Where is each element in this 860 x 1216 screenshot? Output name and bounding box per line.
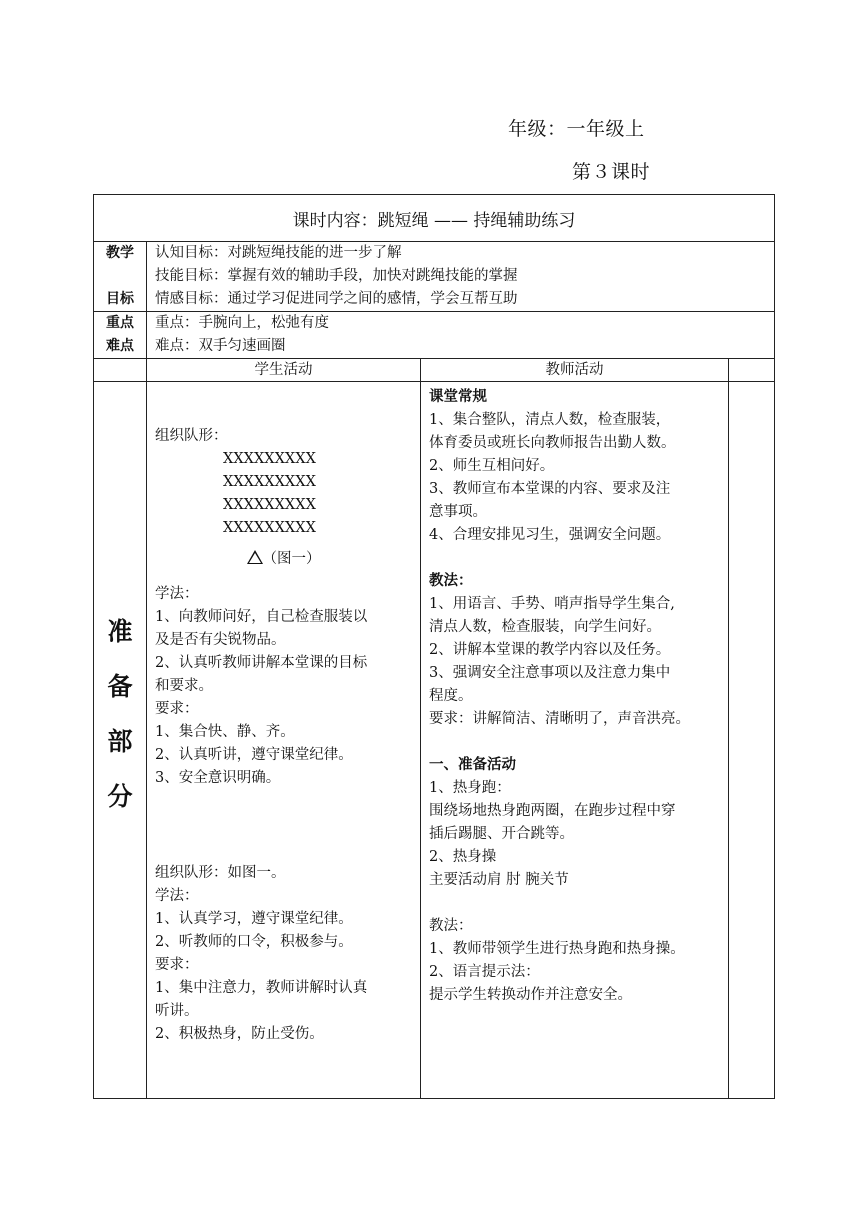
column-header-teacher: 教师活动: [421, 359, 729, 382]
teacher-line: 围绕场地热身跑两圈，在跑步过程中穿: [429, 803, 676, 819]
teacher-line: 2、师生互相问好。: [429, 458, 555, 474]
section-label: [94, 382, 147, 1099]
lesson-number: 第３课时: [572, 161, 651, 183]
section-char-4: 分: [107, 782, 133, 811]
student-line: 2、听教师的口令，积极参与。: [155, 934, 353, 950]
teacher-line: 插后踢腿、开合跳等。: [429, 826, 574, 842]
student-line: 2、积极热身，防止受伤。: [155, 1026, 324, 1042]
keypoint-difficulty: 难点：双手匀速画圈: [155, 338, 286, 354]
student-line: 1、集中注意力，教师讲解时认真: [155, 980, 368, 996]
student-line: 2、认真听教师讲解本堂课的目标: [155, 655, 368, 671]
column-header-student: 学生活动: [147, 359, 421, 382]
teacher-line: 要求：讲解简洁、清晰明了，声音洪亮。: [429, 711, 690, 727]
teacher-line: 1、教师带领学生进行热身跑和热身操。: [429, 941, 685, 957]
teacher-line: 2、语言提示法：: [429, 964, 540, 980]
student-line: 要求：: [155, 701, 199, 717]
goal-skill: 技能目标：掌握有效的辅助手段，加快对跳绳技能的掌握: [155, 268, 518, 284]
keypoints-label-bottom: 难点: [106, 338, 134, 354]
goals-label-top: 教学: [106, 245, 134, 261]
goals-label: [94, 242, 147, 312]
keypoints-label: [94, 312, 147, 359]
section-char-1: 准: [107, 617, 133, 646]
keypoints-content: [147, 312, 775, 359]
student-line: 2、认真听讲，遵守课堂纪律。: [155, 747, 353, 763]
teacher-line: 体育委员或班长向教师报告出勤人数。: [429, 435, 676, 451]
keypoint-focus: 重点：手腕向上，松弛有度: [155, 315, 329, 331]
student-line: 1、认真学习，遵守课堂纪律。: [155, 911, 353, 927]
teacher-line: 主要活动肩 肘 腕关节: [429, 872, 569, 888]
formation-row: XXXXXXXXX: [223, 520, 316, 536]
teacher-line: 4、合理安排见习生，强调安全问题。: [429, 527, 671, 543]
column-header-blank: [94, 359, 147, 382]
teacher-line: 2、讲解本堂课的教学内容以及任务。: [429, 642, 671, 658]
student-line: 学法：: [155, 586, 199, 602]
teacher-line: 3、强调安全注意事项以及注意力集中: [429, 665, 671, 681]
student-line: 1、向教师问好，自己检查服装以: [155, 609, 368, 625]
goal-cognitive: 认知目标：对跳短绳技能的进一步了解: [155, 245, 402, 261]
method2-title: 教法：: [429, 918, 473, 934]
goals-content: [147, 242, 775, 312]
lesson-title: 课时内容：跳短绳 —— 持绳辅助练习: [94, 195, 775, 242]
formation-row: XXXXXXXXX: [223, 497, 316, 513]
grade-label: 年级：一年级上: [508, 118, 645, 140]
teacher-line: 1、用语言、手势、哨声指导学生集合,: [429, 596, 675, 612]
goal-emotional: 情感目标：通过学习促进同学之间的感情，学会互帮互助: [155, 291, 518, 307]
student-activity-cell: [147, 382, 421, 1099]
student-line: 及是否有尖锐物品。: [155, 632, 286, 648]
student-line: 要求：: [155, 957, 199, 973]
teacher-activity-cell: [421, 382, 729, 1099]
student-line: 听讲。: [155, 1003, 199, 1019]
teacher-line: 意事项。: [429, 504, 487, 520]
student-line: 3、安全意识明确。: [155, 770, 281, 786]
student-line: 和要求。: [155, 678, 213, 694]
student-formation-label: 组织队形：: [155, 428, 228, 444]
formation-row: XXXXXXXXX: [223, 451, 316, 467]
figure-one: [155, 548, 412, 571]
goals-label-bottom: 目标: [106, 291, 134, 307]
method-title: 教法：: [429, 573, 473, 589]
teacher-line: 2、热身操: [429, 849, 497, 865]
teacher-line: 1、集合整队，清点人数，检查服装，: [429, 412, 671, 428]
teacher-line: 3、教师宣布本堂课的内容、要求及注: [429, 481, 671, 497]
keypoints-label-top: 重点: [106, 315, 134, 331]
teacher-line: 清点人数，检查服装，向学生问好。: [429, 619, 661, 635]
teacher-line: 程度。: [429, 688, 473, 704]
lesson-plan-table: [93, 194, 775, 1099]
student-line: 1、集合快、静、齐。: [155, 724, 295, 740]
teacher-triangle-icon: [247, 550, 263, 564]
warmup-title: 一、准备活动: [429, 757, 516, 773]
notes-cell: [729, 382, 775, 1099]
routine-title: 课堂常规: [429, 389, 487, 405]
section-char-2: 备: [107, 672, 133, 701]
teacher-line: 提示学生转换动作并注意安全。: [429, 987, 632, 1003]
column-header-extra: [729, 359, 775, 382]
student-line: 组织队形：如图一。: [155, 865, 286, 881]
figure-caption: （图一）: [262, 551, 321, 567]
teacher-line: 1、热身跑：: [429, 780, 511, 796]
section-char-3: 部: [107, 727, 133, 756]
student-line: 学法：: [155, 888, 199, 904]
formation-row: XXXXXXXXX: [223, 474, 316, 490]
